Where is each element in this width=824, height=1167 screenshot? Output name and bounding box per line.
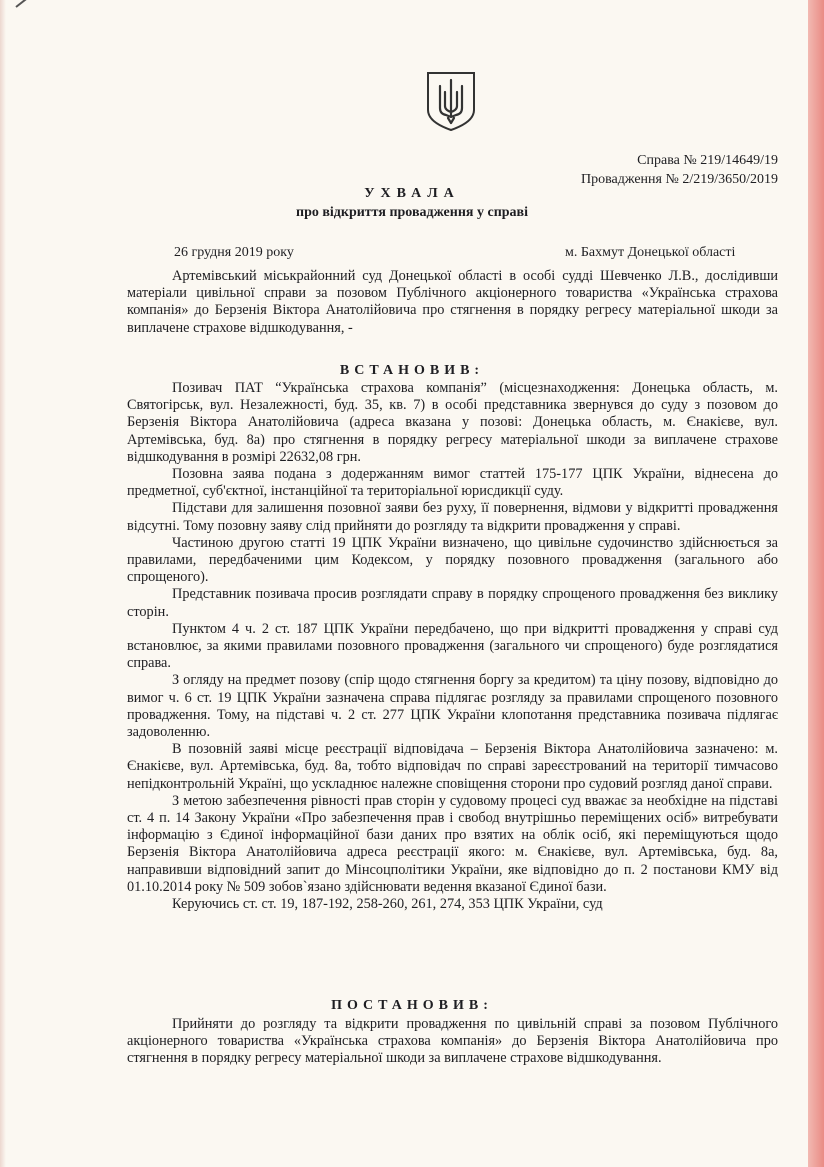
established-paragraph: Керуючись ст. ст. 19, 187-192, 258-260, 261, 274, 353 ЦПК України, суд <box>172 896 603 913</box>
document-subtitle: про відкриття провадження у справі <box>296 205 528 220</box>
case-number: Справа № 219/14649/19 <box>637 153 778 168</box>
established-section <box>127 380 778 913</box>
established-paragraph: В позовній заяві місце реєстрації відповідача – Берзенія Віктора Анатолійовича зазначено: м. Єнакієве, вул. Артемівська, буд. 8а, тобто відповідач по справі зареєстрований на території тимчасово непідконтрольній Україні, що ускладнює належне сповіщення сторони про судовий розгляд даної справи. <box>127 741 778 792</box>
established-paragraph: Представник позивача просив розглядати справу в порядку спрощеного провадження без виклику сторін. <box>127 586 778 620</box>
established-paragraph: Підстави для залишення позовної заяви без руху, її повернення, відмови у відкритті провадження відсутні. Тому позовну заяву слід прийняти до розгляду та відкрити провадження у справі. <box>127 500 778 534</box>
established-paragraph: З метою забезпечення рівності прав сторін у судовому процесі суд вважає за необхідне на підставі ст. 4 п. 14 Закону України «Про забезпечення прав і свобод внутрішньо переміщених осіб» витребувати інформацію з Єдиної інформаційної бази даних про взятих на облік осіб, які переміщуються щодо Берзенія Віктора Анатолійовича адреса реєстрації якого: м. Єнакієве, вул. Артемівська, буд. 8а, направивши відповідний запит до Мінсоцполітики України, яке відповідно до п. 2 постанови КМУ від 01.10.2014 року № 509 зобов`язано здійснювати ведення вказаної Єдиної бази. <box>127 792 778 895</box>
established-heading: ВСТАНОВИВ: <box>339 363 485 378</box>
ruled-section <box>127 1016 778 1068</box>
ruled-heading: ПОСТАНОВИВ: <box>331 998 493 1013</box>
coat-of-arms-icon <box>425 70 477 132</box>
document-city: м. Бахмут Донецької області <box>565 245 736 260</box>
established-paragraph: Позивач ПАТ “Українська страхова компанія” (місцезнаходження: Донецька область, м. Святогірськ, вул. Незалежності, буд. 35, кв. 7) в особі представника звернувся до суду з позовом до Берзенія Віктора Анатолійовича (адреса вказана у позові: Донецька область, м. Єнакієве, вул. Артемівська, буд. 8а) про стягнення в порядку регресу матеріальної шкоди за виплачене страхове відшкодування в розмірі 22632,08 грн. <box>127 380 778 465</box>
scan-edge-left <box>0 0 6 1167</box>
intro-paragraph-block <box>127 268 778 337</box>
intro-paragraph: Артемівський міськрайонний суд Донецької області в особі судді Шевченко Л.В., дослідивши матеріали цивільної справи за позовом Публічного акціонерного товариства «Українська страхова компанія» до Берзенія Віктора Анатолійовича про стягнення в порядку регресу матеріальної шкоди за виплачене страхове відшкодування, - <box>127 268 778 336</box>
document-title: УХВАЛА <box>364 186 460 201</box>
established-paragraph: Частиною другою статті 19 ЦПК України визначено, що цивільне судочинство здійснюється за правилами, передбаченими цим Кодексом, у порядку позовного провадження (загального або спрощеного). <box>127 534 778 586</box>
established-paragraph: Пунктом 4 ч. 2 ст. 187 ЦПК України передбачено, що при відкритті провадження у справі суд встановлює, за якими правилами позовного провадження (загального чи спрощеного) буде розглядатися справа. <box>127 620 778 672</box>
established-paragraph: З огляду на предмет позову (спір щодо стягнення боргу за кредитом) та ціну позову, відповідно до вимог ч. 6 ст. 19 ЦПК України зазначена справа підлягає розгляду за правилами спрощеного позовного провадження. Тому, на підставі ч. 2 ст. 277 ЦПК України клопотання представника позивача підлягає задоволенню. <box>127 672 778 741</box>
ruled-paragraph: Прийняти до розгляду та відкрити провадження по цивільній справі за позовом Публічного акціонерного товариства «Українська страхова компанія» до Берзенія Віктора Анатолійовича про стягнення в порядку регресу матеріальної шкоди за виплачене страхове відшкодування. <box>127 1016 778 1067</box>
document-date: 26 грудня 2019 року <box>174 245 294 260</box>
established-paragraph: Позовна заява подана з додержанням вимог статтей 175-177 ЦПК України, віднесена до предметної, суб'єктної, інстанційної та територіальної юрисдикції суду. <box>127 466 778 500</box>
scan-scratch-mark <box>15 0 48 8</box>
case-number-block <box>581 151 778 189</box>
scan-edge-right <box>808 0 824 1167</box>
proceeding-number: Провадження № 2/219/3650/2019 <box>580 172 778 187</box>
